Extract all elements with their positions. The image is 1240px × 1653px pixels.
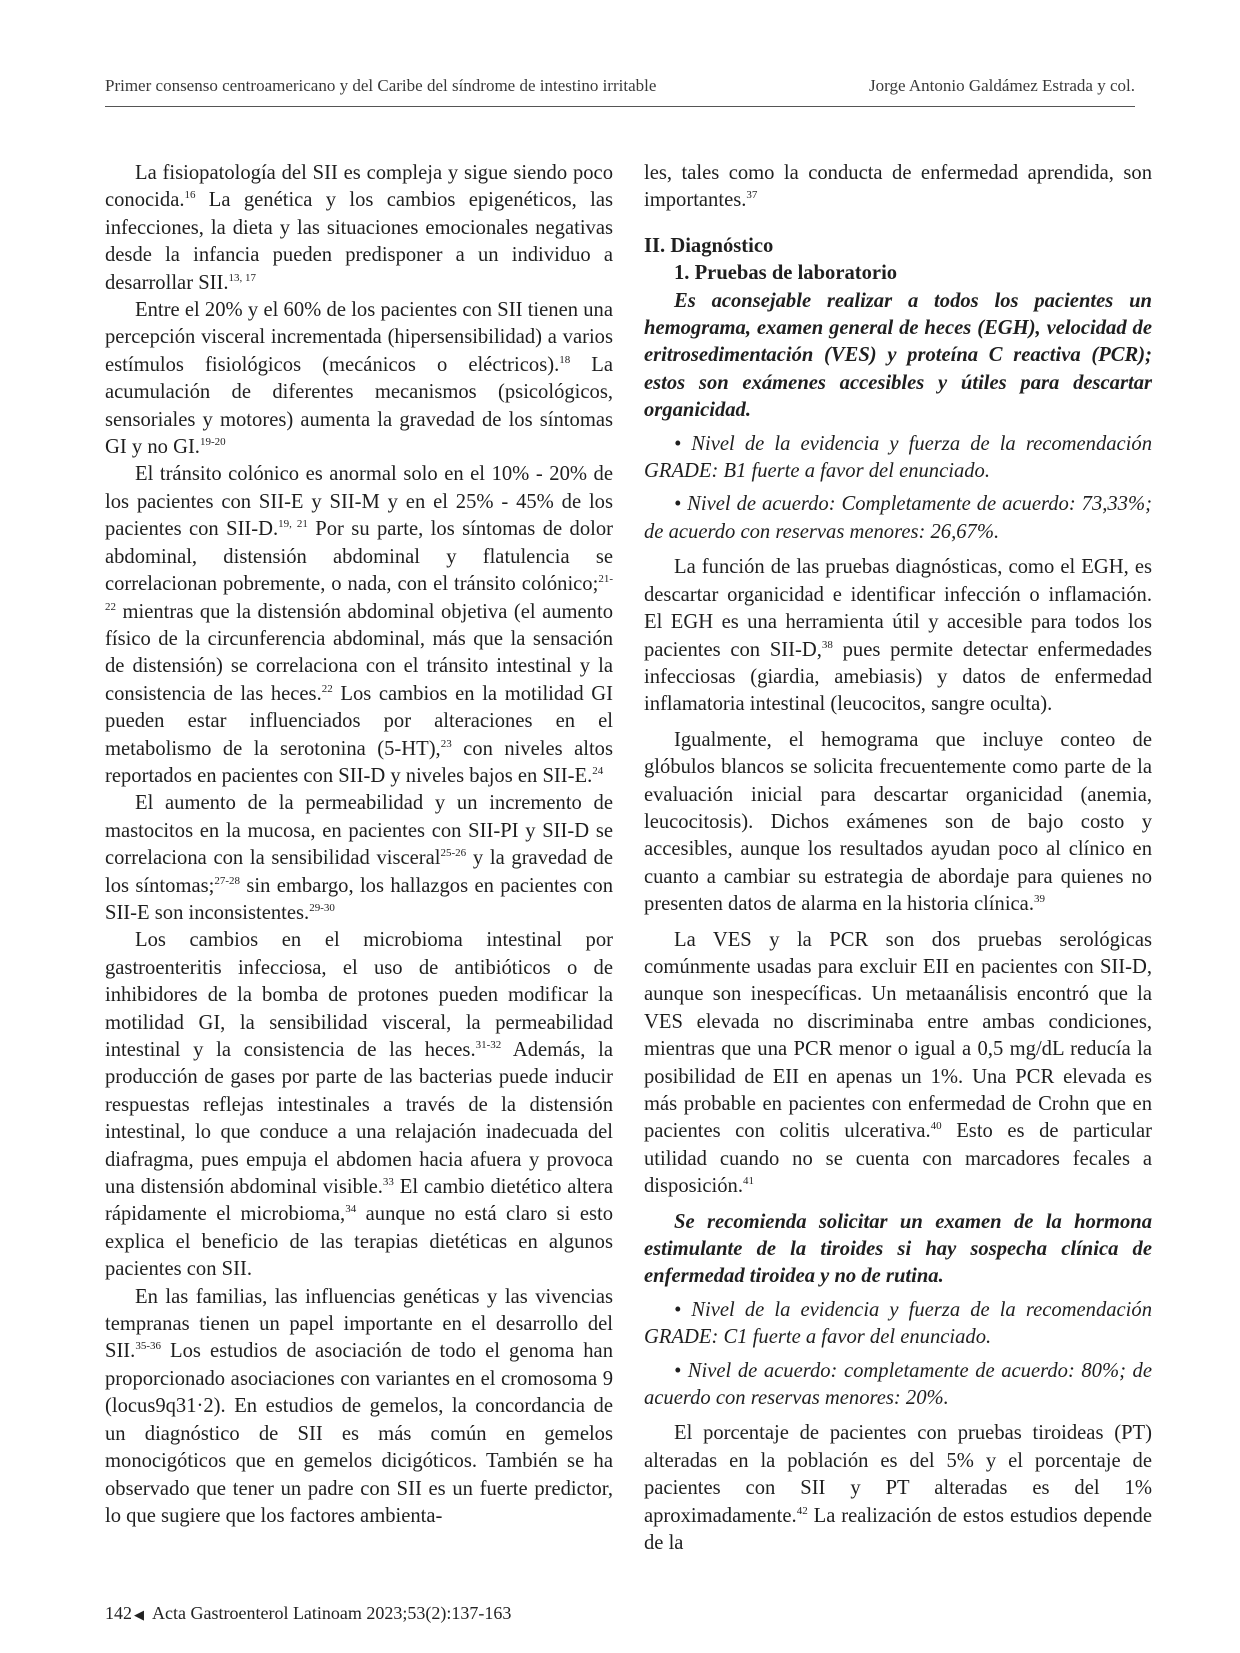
citation: 35-36 (135, 1340, 161, 1353)
citation: 22 (321, 682, 333, 695)
citation: 13, 17 (228, 271, 257, 284)
page-footer (105, 1603, 511, 1624)
citation: 41 (742, 1175, 754, 1188)
section-heading: II. Diagnóstico (644, 234, 774, 257)
citation: 42 (796, 1504, 808, 1517)
right-column (644, 160, 1152, 1558)
citation: 33 (382, 1176, 394, 1189)
citation: 24 (592, 765, 604, 778)
citation: 21-22 (105, 573, 613, 613)
left-column (105, 160, 613, 1530)
paragraph: Entre el 20% y el 60% de los pacientes con SII tienen una percepción visceral incrementada (hipersensibilidad) a varios estímulos fisiológicos (mecánicos o eléctricos).$^{18}$ La acumulación de diferentes mecanismos (psicológicos, sensoriales y motores) aumenta la gravedad de los síntomas GI y no GI.$^{19-20}$ (105, 299, 614, 459)
citation: 37 (746, 189, 758, 202)
paragraph: La función de las pruebas diagnósticas, como el EGH, es descartar organicidad e identificar infección o inflamación. El EGH es una herramienta útil y accesible para todos los pacientes con SII-D,$^{38}$ pues permite detectar enfermedades infecciosas (giardia, amebiasis) y datos de enfermedad inflamatoria intestinal (leucocitos, sangre oculta). (644, 556, 1152, 716)
citation: 25-26 (440, 847, 467, 860)
paragraph: El aumento de la permeabilidad y un incremento de mastocitos en la mucosa, en pacientes con SII-PI y SII-D se correlaciona con la sensibilidad visceral$^{25-26}$ y la gravedad de los síntomas;$^{27-28}$ sin embargo, los hallazgos en pacientes con SII-E son inconsistentes.$^{29-30}$ (105, 792, 613, 924)
subsection-heading: 1. Pruebas de laboratorio (674, 262, 898, 285)
paragraph: El tránsito colónico es anormal solo en el 10% - 20% de los pacientes con SII-E y SII-M y en el 25% - 45% de los pacientes con SII-D.$^{19, 21}$ Por su parte, los síntomas de dolor abdominal, distensión abdominal y flatulencia se correlacionan pobremente, o nada, con el tránsito colónico;$^{21-22}$ mientras que la distensión abdominal objetiva (el aumento físico de la circunferencia abdominal, más que la sensación de distensión) se correlaciona con el tránsito intestinal y la consistencia de las heces.$^{22}$ Los cambios en la motilidad GI pueden estar influenciados por alteraciones en el metabolismo de la serotonina (5-HT),$^{23}$ con niveles altos reportados en pacientes con SII-D y niveles bajos en SII-E.$^{24}$ (105, 463, 614, 787)
citation: 19-20 (199, 436, 226, 449)
running-header (105, 76, 1135, 107)
citation: 39 (1033, 893, 1045, 906)
recommendation: Se recomienda solicitar un examen de la hormona estimulante de la tiroides si hay sospecha clínica de enfermedad tiroidea y no de rutina. (644, 1210, 1152, 1288)
header-authors: Jorge Antonio Galdámez Estrada y col. (869, 76, 1135, 95)
paragraph-continuation: les, tales como la conducta de enfermedad aprendida, son importantes.$^{37}$ (644, 162, 1152, 212)
citation: 34 (345, 1203, 357, 1216)
citation: 23 (440, 737, 452, 750)
citation: 19, 21 (278, 518, 308, 531)
citation: 29-30 (309, 902, 335, 915)
evidence-level: • Nivel de la evidencia y fuerza de la recomendación GRADE: C1 fuerte a favor del enunciado. (644, 1298, 1152, 1349)
agreement-level: • Nivel de acuerdo: completamente de acuerdo: 80%; de acuerdo con reservas menores: 20%. (644, 1359, 1152, 1410)
journal-citation: Acta Gastroenterol Latinoam 2023;53(2):137-163 (152, 1603, 512, 1623)
triangle-left-icon: ◀ (134, 1607, 144, 1622)
citation: 38 (821, 638, 833, 651)
paragraph: Igualmente, el hemograma que incluye conteo de glóbulos blancos se solicita frecuentemente como parte de la evaluación inicial para descartar organicidad (anemia, leucocitosis). Dichos exámenes son de bajo costo y accesibles, aunque los resultados ayudan poco al clínico en cuanto a cambiar su estrategia de abordaje para quienes no presenten datos de alarma en la historia clínica.$^{39}$ (644, 728, 1152, 916)
citation: 40 (930, 1120, 942, 1133)
paragraph: La fisiopatología del SII es compleja y sigue siendo poco conocida.$^{16}$ La genética y los cambios epigenéticos, las infecciones, la dieta y las situaciones emocionales negativas desde la infancia pueden predisponer a un individuo a desarrollar SII.$^{13, 17}$ (105, 162, 613, 294)
paragraph: El porcentaje de pacientes con pruebas tiroideas (PT) alteradas en la población es del 5% y el porcentaje de pacientes con SII y PT alteradas es del 1% aproximadamente.$^{42}$ La realización de estos estudios depende de la (644, 1422, 1152, 1555)
agreement-level: • Nivel de acuerdo: Completamente de acuerdo: 73,33%; de acuerdo con reservas menores: 26,67%. (644, 493, 1152, 543)
citation: 27-28 (214, 874, 241, 887)
header-title: Primer consenso centroamericano y del Caribe del síndrome de intestino irritable (105, 76, 657, 95)
page-number: 142 (105, 1603, 132, 1623)
evidence-level: • Nivel de la evidencia y fuerza de la recomendación GRADE: B1 fuerte a favor del enunciado. (644, 432, 1152, 483)
paragraph: La VES y la PCR son dos pruebas serológicas comúnmente usadas para excluir EII en pacientes con SII-D, aunque son inespecíficas. Un metaanálisis encontró que la VES elevada no discriminaba entre ambas condiciones, mientras que una PCR menor o igual a 0,5 mg/dL reducía la posibilidad de EII en apenas un 1%. Una PCR elevada es más probable en pacientes con enfermedad de Crohn que en pacientes con colitis ulcerativa.$^{40}$ Esto es de particular utilidad cuando no se cuenta con marcadores fecales a disposición.$^{41}$ (644, 928, 1152, 1198)
recommendation: Es aconsejable realizar a todos los pacientes un hemograma, examen general de heces (EGH), velocidad de eritrosedimentación (VES) y proteína C reactiva (PCR); estos son exámenes accesibles y útiles para descartar organicidad. (644, 289, 1152, 422)
citation: 16 (184, 189, 196, 202)
citation: 18 (559, 353, 571, 366)
citation: 31-32 (475, 1039, 502, 1052)
paragraph: En las familias, las influencias genéticas y las vivencias tempranas tienen un papel importante en el desarrollo del SII.$^{35-36}$ Los estudios de asociación de todo el genoma han proporcionado asociaciones con variantes en el cromosoma 9 (locus9q31·2). En estudios de gemelos, la concordancia de un diagnóstico de SII es más común en gemelos monocigóticos que en gemelos dicigóticos. También se ha observado que tener un padre con SII es un fuerte predictor, lo que sugiere que los factores ambienta- (105, 1285, 613, 1527)
paragraph: Los cambios en el microbioma intestinal por gastroenteritis infecciosa, el uso de antibióticos o de inhibidores de la bomba de protones pueden modificar la motilidad GI, la sensibilidad visceral, la permeabilidad intestinal y la consistencia de las heces.$^{31-32}$ Además, la producción de gases por parte de las bacterias puede inducir respuestas reflejas intestinales a través de la distensión intestinal, lo que conduce a una relajación inadecuada del diafragma, pues empuja el abdomen hacia afuera y provoca una distensión abdominal visible.$^{33}$ El cambio dietético altera rápidamente el microbioma,$^{34}$ aunque no está claro si esto explica el beneficio de las terapias dietéticas en algunos pacientes con SII. (105, 929, 614, 1281)
